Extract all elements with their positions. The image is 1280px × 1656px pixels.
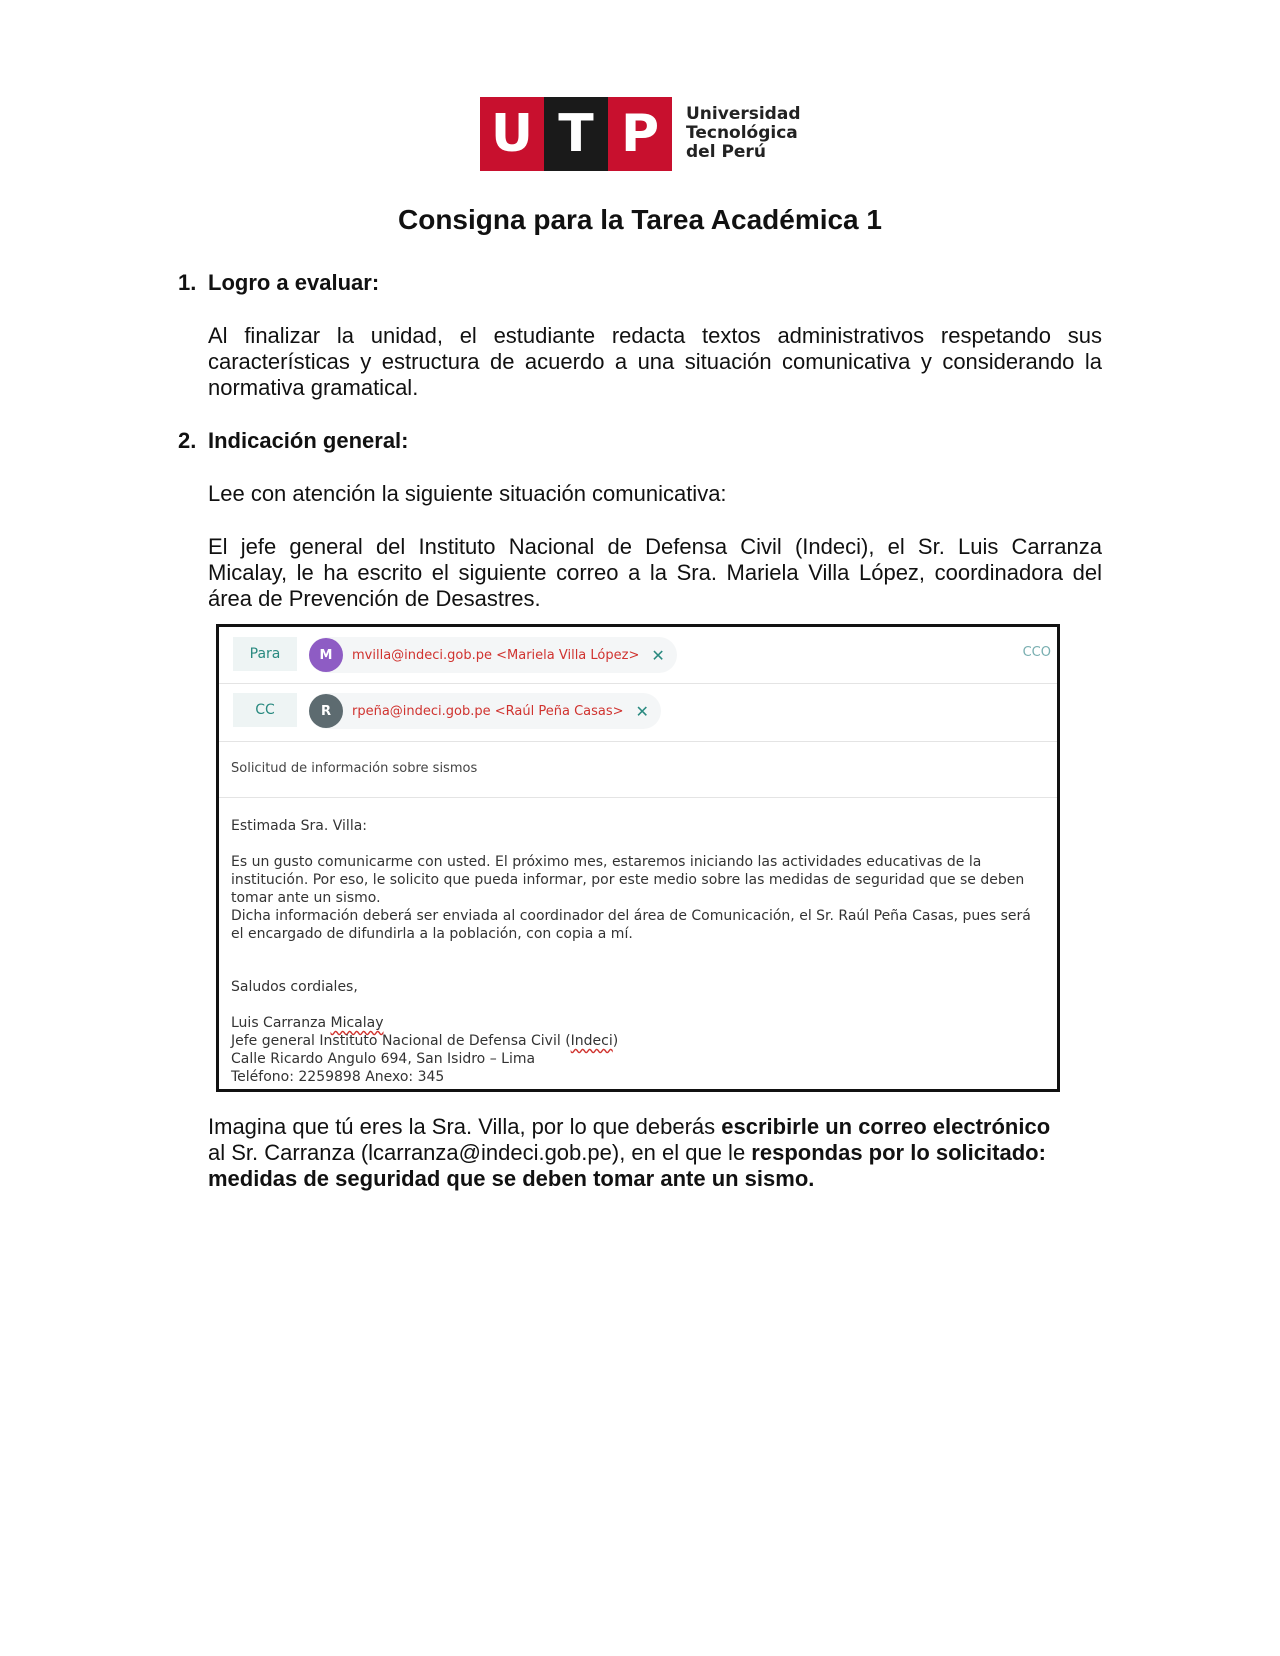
email-cc-row [219,683,1057,742]
cc-avatar: R [309,694,343,728]
document-title: Consigna para la Tarea Académica 1 [398,204,882,235]
instruction-line-3-bold: medidas de seguridad que se deben tomar ante un sismo. [208,1166,815,1191]
cc-recipient-chip[interactable] [309,693,661,729]
logo-letter-u: U [480,97,544,171]
utp-logo [480,96,800,171]
instruction-line-1 [208,1114,1102,1140]
remove-cc-recipient-icon[interactable]: ✕ [635,701,649,721]
to-recipient-chip[interactable] [309,637,677,673]
instruction-line-2-normal: al Sr. Carranza (lcarranza@indeci.gob.pe), en el que le [208,1140,752,1165]
section-2-line-2: Micalay, le ha escrito el siguiente correo a la Sra. Mariela Villa López, coordinadora del [208,560,1102,585]
subject-field[interactable]: Solicitud de información sobre sismos [231,761,478,776]
email-to-row [219,627,1057,684]
logo-letter-p: P [608,97,672,171]
logo-text-line-1: Universidad [686,104,801,124]
email-subject-row[interactable] [219,741,1057,798]
signature-role [231,1032,1046,1050]
section-1-number: 1. [178,270,197,295]
email-body-line-4: Dicha información deberá ser enviada al coordinador del área de Comunicación, el Sr. Raúl Peña Casas, pues será [231,908,1031,924]
signature-phone: Teléfono: 2259898 Anexo: 345 [231,1069,445,1085]
section-2-intro: Lee con atención la siguiente situación comunicativa: [208,481,727,506]
cco-button[interactable]: CCO [1022,645,1051,660]
instruction-line-1-normal: Imagina que tú eres la Sra. Villa, por lo que deberás [208,1114,722,1139]
instruction-line-2 [208,1140,1102,1166]
cc-address: rpeña@indeci.gob.pe <Raúl Peña Casas> [352,703,624,719]
instruction-line-2-bold: respondas por lo solicitado: [751,1140,1046,1165]
signature-name [231,1014,1046,1032]
signature-role-prefix: Jefe general Instituto Nacional de Defensa Civil ( [231,1033,571,1049]
instruction-line-3 [208,1166,1102,1192]
email-body-line-1: Es un gusto comunicarme con usted. El próximo mes, estaremos iniciando las actividades educativas de la [231,854,982,870]
section-1-paragraph [208,323,1102,401]
logo-text-line-2: Tecnológica [686,123,798,143]
cc-label[interactable]: CC [233,693,297,727]
email-body-line-2: institución. Por eso, le solicito que pueda informar, por este medio sobre las medidas de seguridad que se deben [231,872,1025,888]
section-1-title: Logro a evaluar: [208,270,380,295]
instruction-paragraph [208,1114,1102,1192]
email-signature [231,1014,1046,1086]
signature-name-last: Micalay [330,1015,384,1031]
section-2-heading [178,428,409,454]
signature-role-suffix: ) [612,1033,619,1049]
email-body-line-3: tomar ante un sismo. [231,890,381,906]
section-1-heading [178,270,379,296]
email-greeting: Estimada Sra. Villa: [231,818,368,834]
logo-text [686,105,800,162]
section-1-line-2: características y estructura de acuerdo a una situación comunicativa y considerando la [208,349,1102,374]
remove-to-recipient-icon[interactable]: ✕ [651,645,665,665]
logo-letter-t: T [544,97,608,171]
email-body-line-5: el encargado de difundirla a la población, con copia a mí. [231,926,633,942]
signature-name-first: Luis Carranza [231,1015,331,1031]
email-screenshot [216,624,1060,1092]
to-avatar: M [309,638,343,672]
signature-address: Calle Ricardo Angulo 694, San Isidro – Lima [231,1051,536,1067]
section-2-title: Indicación general: [208,428,409,453]
to-address: mvilla@indeci.gob.pe <Mariela Villa López> [352,647,640,663]
logo-text-line-3: del Perú [686,142,766,162]
to-label[interactable]: Para [233,637,297,671]
section-1-line-3: normativa gramatical. [208,375,419,400]
section-2-line-3: área de Prevención de Desastres. [208,586,541,611]
section-2-number: 2. [178,428,197,453]
signature-role-org: Indeci [570,1033,613,1049]
section-2-line-1: El jefe general del Instituto Nacional de Defensa Civil (Indeci), el Sr. Luis Carranza [208,534,1102,559]
email-closing: Saludos cordiales, [231,979,358,995]
section-2-paragraph [208,534,1102,612]
instruction-line-1-bold: escribirle un correo electrónico [721,1114,1051,1139]
section-1-line-1: Al finalizar la unidad, el estudiante redacta textos administrativos respetando sus [208,323,1102,348]
email-body [231,853,1046,943]
